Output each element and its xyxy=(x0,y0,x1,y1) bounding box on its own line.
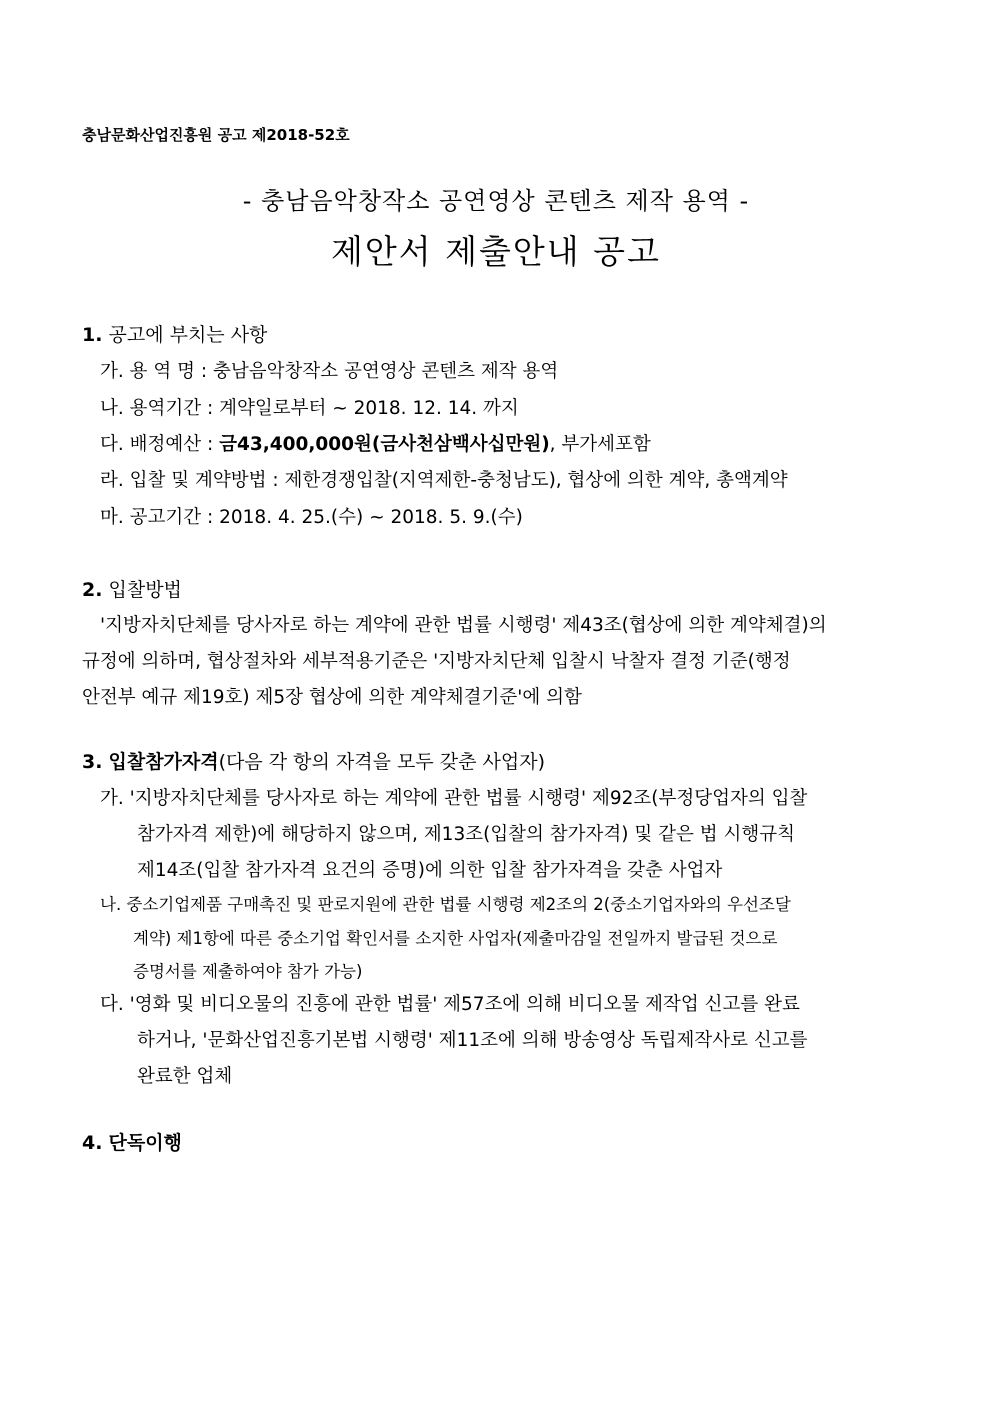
section-3-ga-line-2: 참가자격 제한)에 해당하지 않으며, 제13조(입찰의 참가자격) 및 같은 법 시행규칙 xyxy=(137,824,796,845)
section-1-item-ga: 가. 용 역 명 : 충남음악창작소 공연영상 콘텐츠 제작 용역 xyxy=(100,361,559,382)
budget-label: 다. 배정예산 : xyxy=(100,434,220,455)
section-3-na-line-1: 나. 중소기업제품 구매촉진 및 판로지원에 관한 법률 시행령 제2조의 2(중소기업자와의 우선조달 xyxy=(100,895,791,914)
section-1-item-na: 나. 용역기간 : 계약일로부터 ~ 2018. 12. 14. 까지 xyxy=(100,398,519,419)
document-subtitle: - 충남음악창작소 공연영상 콘텐츠 제작 용역 - xyxy=(242,187,750,215)
budget-note: , 부가세포함 xyxy=(549,434,651,455)
section-3-ga-line-1: 가. '지방자치단체를 당사자로 하는 계약에 관한 법률 시행령' 제92조(부정당업자의 입찰 xyxy=(100,788,808,809)
section-4-heading xyxy=(82,1128,182,1155)
document-title: 제안서 제출안내 공고 xyxy=(331,232,661,271)
section-3-da-line-2: 하거나, '문화산업진흥기본법 시행령' 제11조에 의해 방송영상 독립제작사로 신고를 xyxy=(137,1030,808,1051)
section-title: 공고에 부치는 사항 xyxy=(108,324,268,346)
section-3-na-line-2: 계약) 제1항에 따른 중소기업 확인서를 소지한 사업자(제출마감일 전일까지 발급된 것으로 xyxy=(133,929,778,948)
section-number: 3. xyxy=(82,751,103,773)
section-title-note: (다음 각 항의 자격을 모두 갖춘 사업자) xyxy=(218,751,545,773)
section-3-ga-line-3: 제14조(입찰 참가자격 요건의 증명)에 의한 입찰 참가자격을 갖춘 사업자 xyxy=(137,860,723,881)
section-2-line-3: 안전부 예규 제19호) 제5장 협상에 의한 계약체결기준'에 의함 xyxy=(82,687,582,708)
section-number: 2. xyxy=(82,579,103,601)
section-3-na-line-3: 증명서를 제출하여야 참가 가능) xyxy=(133,962,363,981)
section-title: 입찰참가자격 xyxy=(108,751,219,773)
section-3-heading xyxy=(82,747,545,774)
section-2-heading xyxy=(82,575,182,602)
budget-amount: 금43,400,000원(금사천삼백사십만원) xyxy=(219,434,550,455)
section-3-da-line-1: 다. '영화 및 비디오물의 진흥에 관한 법률' 제57조에 의해 비디오물 제작업 신고를 완료 xyxy=(100,994,800,1015)
section-1-item-ra: 라. 입찰 및 계약방법 : 제한경쟁입찰(지역제한-충청남도), 협상에 의한 계약, 총액계약 xyxy=(100,470,788,491)
section-2-line-2: 규정에 의하며, 협상절차와 세부적용기준은 '지방자치단체 입찰시 낙찰자 결정 기준(행정 xyxy=(82,651,791,672)
section-2-line-1: '지방자치단체를 당사자로 하는 계약에 관한 법률 시행령' 제43조(협상에 의한 계약체결)의 xyxy=(100,615,827,636)
section-number: 4. xyxy=(82,1132,103,1154)
section-1-heading xyxy=(82,320,267,347)
section-title: 입찰방법 xyxy=(108,579,182,601)
notice-number: 충남문화산업진흥원 공고 제2018-52호 xyxy=(82,126,350,144)
section-title: 단독이행 xyxy=(108,1132,182,1154)
section-3-da-line-3: 완료한 업체 xyxy=(137,1066,233,1087)
section-number: 1. xyxy=(82,324,103,346)
section-1-item-da xyxy=(100,430,651,456)
section-1-item-ma: 마. 공고기간 : 2018. 4. 25.(수) ~ 2018. 5. 9.(수) xyxy=(100,507,523,528)
